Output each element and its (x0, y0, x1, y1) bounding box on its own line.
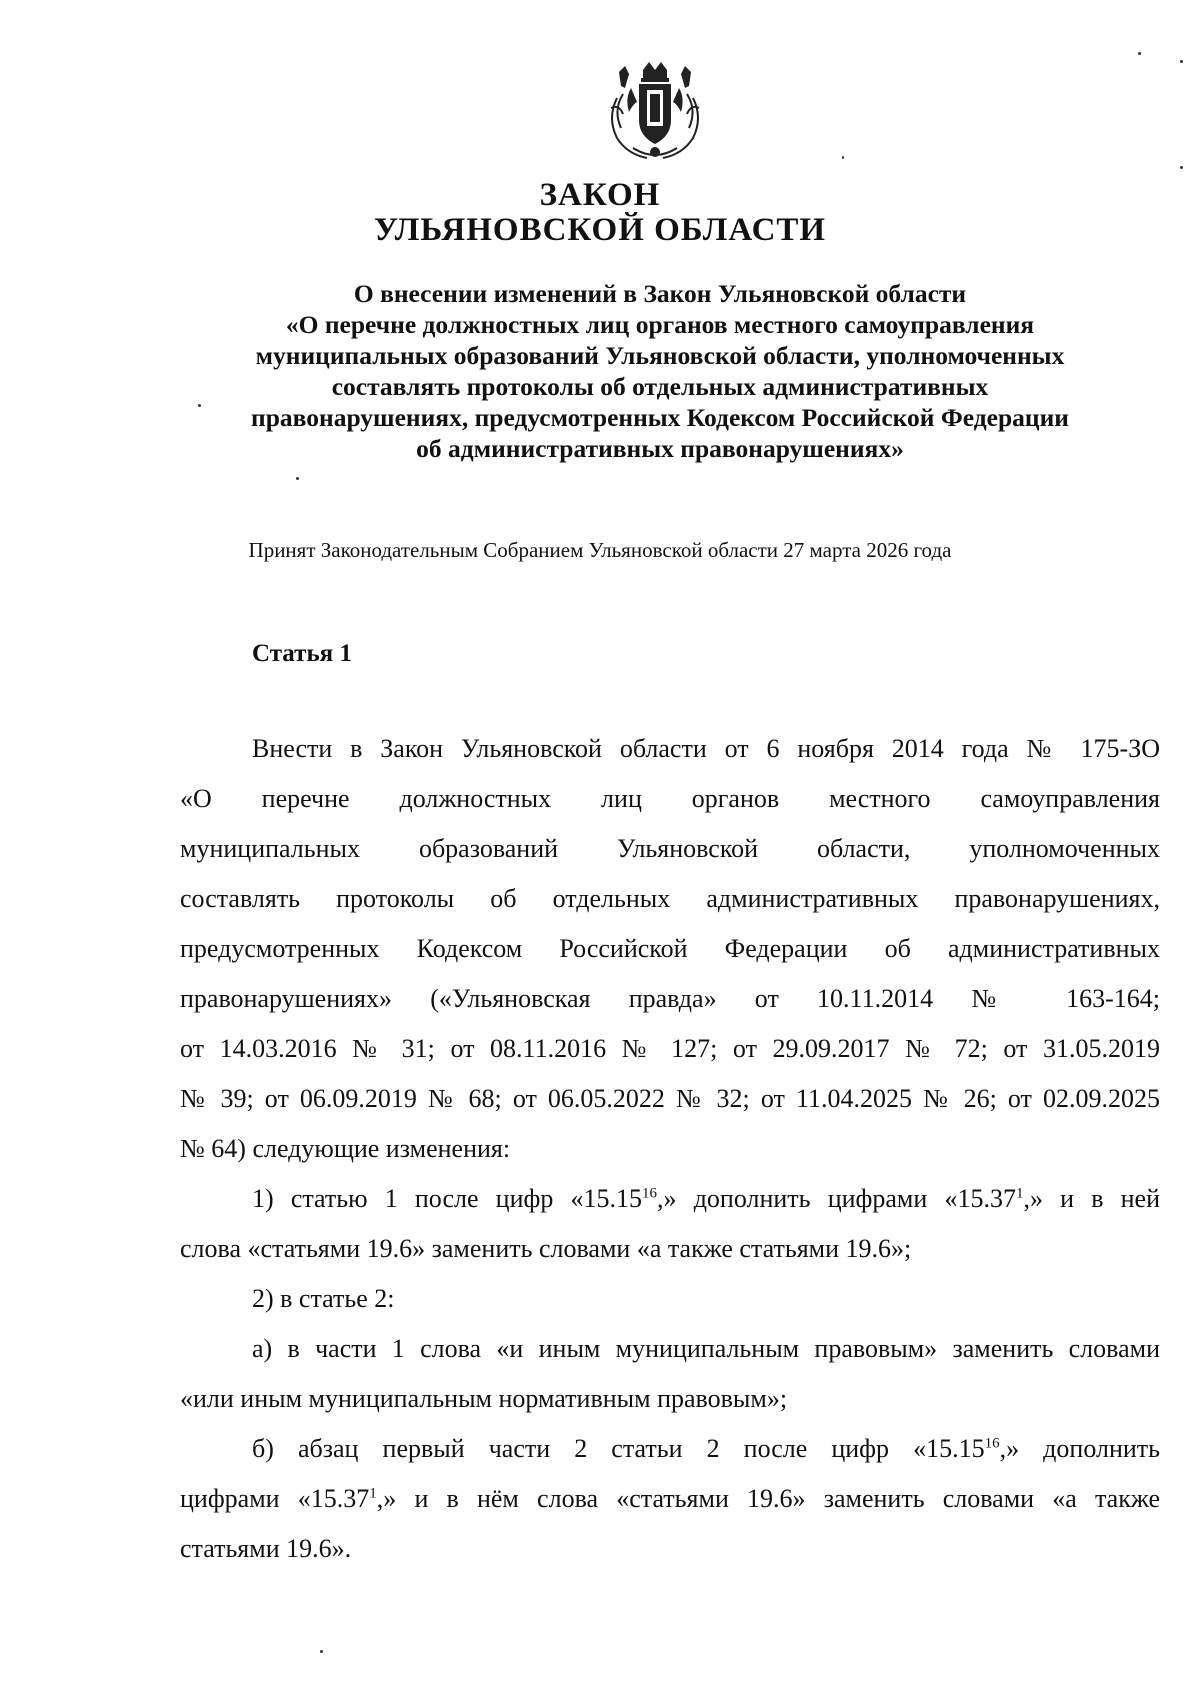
article-body (180, 724, 1160, 1574)
body-line: предусмотренных Кодексом Российской Федерации об административных (180, 934, 1160, 963)
item-2b-line: цифрами «15.37$^1$,» и в нём слова «статьями 19.6» заменить словами «а также (180, 1484, 1160, 1513)
item-2a-line: «или иным муниципальным нормативным правовым»; (180, 1384, 788, 1413)
item-2-line: 2) в статье 2: (252, 1284, 395, 1313)
scan-speck (1180, 60, 1183, 63)
adoption-note: Принят Законодательным Собранием Ульяновской области 27 марта 2026 года (248, 538, 952, 562)
scan-speck (296, 477, 299, 480)
scan-speck (320, 1650, 323, 1653)
coat-of-arms-emblem (603, 58, 707, 164)
body-line: муниципальных образований Ульяновской области, уполномоченных (180, 834, 1160, 863)
body-line: правонарушениях» («Ульяновская правда» от 10.11.2014 № 163-164; (180, 984, 1160, 1013)
scan-speck (842, 156, 844, 159)
scan-speck (1138, 52, 1141, 55)
body-line: от 14.03.2016 № 31; от 08.11.2016 № 127; от 29.09.2017 № 72; от 31.05.2019 (180, 1034, 1160, 1063)
item-2b-line: б) абзац первый части 2 статьи 2 после цифр «15.15$^{16}$,» дополнить (252, 1434, 1161, 1463)
title-line: составлять протоколы об отдельных административных (331, 372, 989, 401)
title-line: муниципальных образований Ульяновской области, уполномоченных (255, 341, 1065, 370)
article-heading: Статья 1 (252, 640, 352, 667)
title-line: О внесении изменений в Закон Ульяновской области (353, 279, 967, 308)
scan-speck (198, 404, 201, 407)
item-2a-line: а) в части 1 слова «и иным муниципальным правовым» заменить словами (252, 1334, 1160, 1363)
item-1-line: 1) статью 1 после цифр «15.15$^{16}$,» дополнить цифрами «15.37$^1$,» и в ней (252, 1184, 1161, 1213)
body-line: составлять протоколы об отдельных административных правонарушениях, (180, 884, 1160, 913)
law-heading: ЗАКОН (539, 177, 661, 213)
scan-speck (1180, 166, 1183, 169)
item-1-line: слова «статьями 19.6» заменить словами «а также статьями 19.6»; (180, 1234, 912, 1263)
region-heading: УЛЬЯНОВСКОЙ ОБЛАСТИ (373, 212, 827, 248)
item-2b-line: статьями 19.6». (180, 1534, 352, 1563)
body-line: Внести в Закон Ульяновской области от 6 ноября 2014 года № 175-ЗО (252, 734, 1160, 763)
title-line: правонарушениях, предусмотренных Кодексом Российской Федерации (251, 403, 1069, 432)
body-line: № 64) следующие изменения: (180, 1134, 511, 1163)
title-line: об административных правонарушениях» (416, 434, 904, 463)
body-line: № 39; от 06.09.2019 № 68; от 06.05.2022 № 32; от 11.04.2025 № 26; от 02.09.2025 (180, 1084, 1160, 1113)
title-line: «О перечне должностных лиц органов местного самоуправления (285, 310, 1035, 339)
law-title (180, 278, 1140, 464)
body-line: «О перечне должностных лиц органов местного самоуправления (180, 784, 1160, 813)
